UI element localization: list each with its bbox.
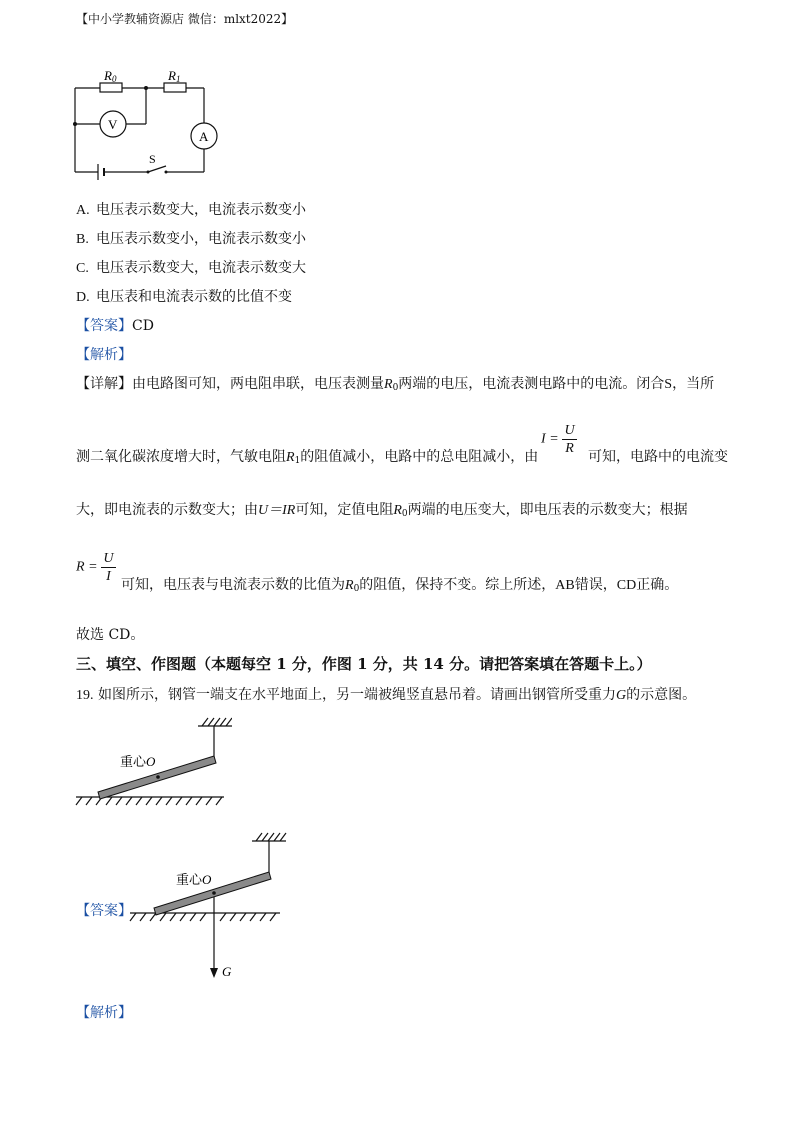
figure-steel-pipe [72,712,232,808]
answer2-tag: 【答案】 [76,903,132,919]
answer-tag: 【答案】 [76,318,132,334]
option-d: D. 电压表和电流表示数的比值不变 [76,289,292,305]
analysis2-tag: 【解析】 [76,1005,132,1021]
resistor-r1 [164,83,186,92]
option-a: A. 电压表示数变大，电流表示数变小 [76,202,306,218]
label-r0: R0 [104,68,117,84]
answer-value: CD [132,318,154,334]
fig2-label: 重心O [176,872,212,888]
label-g: G [222,964,232,979]
analysis-tag: 【解析】 [76,347,132,363]
header-watermark: 【中小学教辅资源店 微信：mlxt2022】 [76,12,294,26]
option-c: C. 电压表示数变大，电流表示数变大 [76,260,306,276]
detail-line-1: 【详解】由电路图可知，两电阻串联，电压表测量$R_0$两端的电压，电流表测电路中的电流。闭合S，当所 [76,376,715,393]
formula-i-u-over-r: I = $\frac{U}{R}$ [541,423,575,456]
formula-r-u-over-i: R = $\frac{U}{I}$ [76,551,114,584]
label-r1: R1 [168,68,181,84]
label-s: S [149,152,156,166]
detail-line-4: 可知，电压表与电流表示数的比值为$R_0$的阻值，保持不变。综上所述，AB错误，CD正确。 [121,577,679,594]
label-v: V [108,117,118,132]
detail-line-3: 大，即电流表的示数变大；由U＝IR可知，定值电阻$R_0$两端的电压变大，即电压表的示数变大；根据 [76,502,688,519]
question-19: 19. 如图所示，钢管一端支在水平地面上，另一端被绳竖直悬吊着。请画出钢管所受重力G的示意图。 [76,687,697,703]
circuit-diagram [66,64,226,186]
detail-line-2-end: 可知，电路中的电流变 [588,449,728,465]
figure-answer-gravity [128,828,288,984]
option-b: B. 电压表示数变小，电流表示数变小 [76,231,306,247]
fig1-label: 重心O [120,754,156,770]
conclusion: 故选 CD。 [76,627,145,643]
answer-line [76,315,154,335]
label-a: A [199,129,209,144]
resistor-r0 [100,83,122,92]
section-heading: 三、填空、作图题（本题每空 1 分，作图 1 分，共 14 分。请把答案填在答题卡上。） [76,655,652,673]
detail-line-2: 测二氧化碳浓度增大时，气敏电阻$R_1$的阻值减小，电路中的总电阻减小，由 [76,449,539,466]
